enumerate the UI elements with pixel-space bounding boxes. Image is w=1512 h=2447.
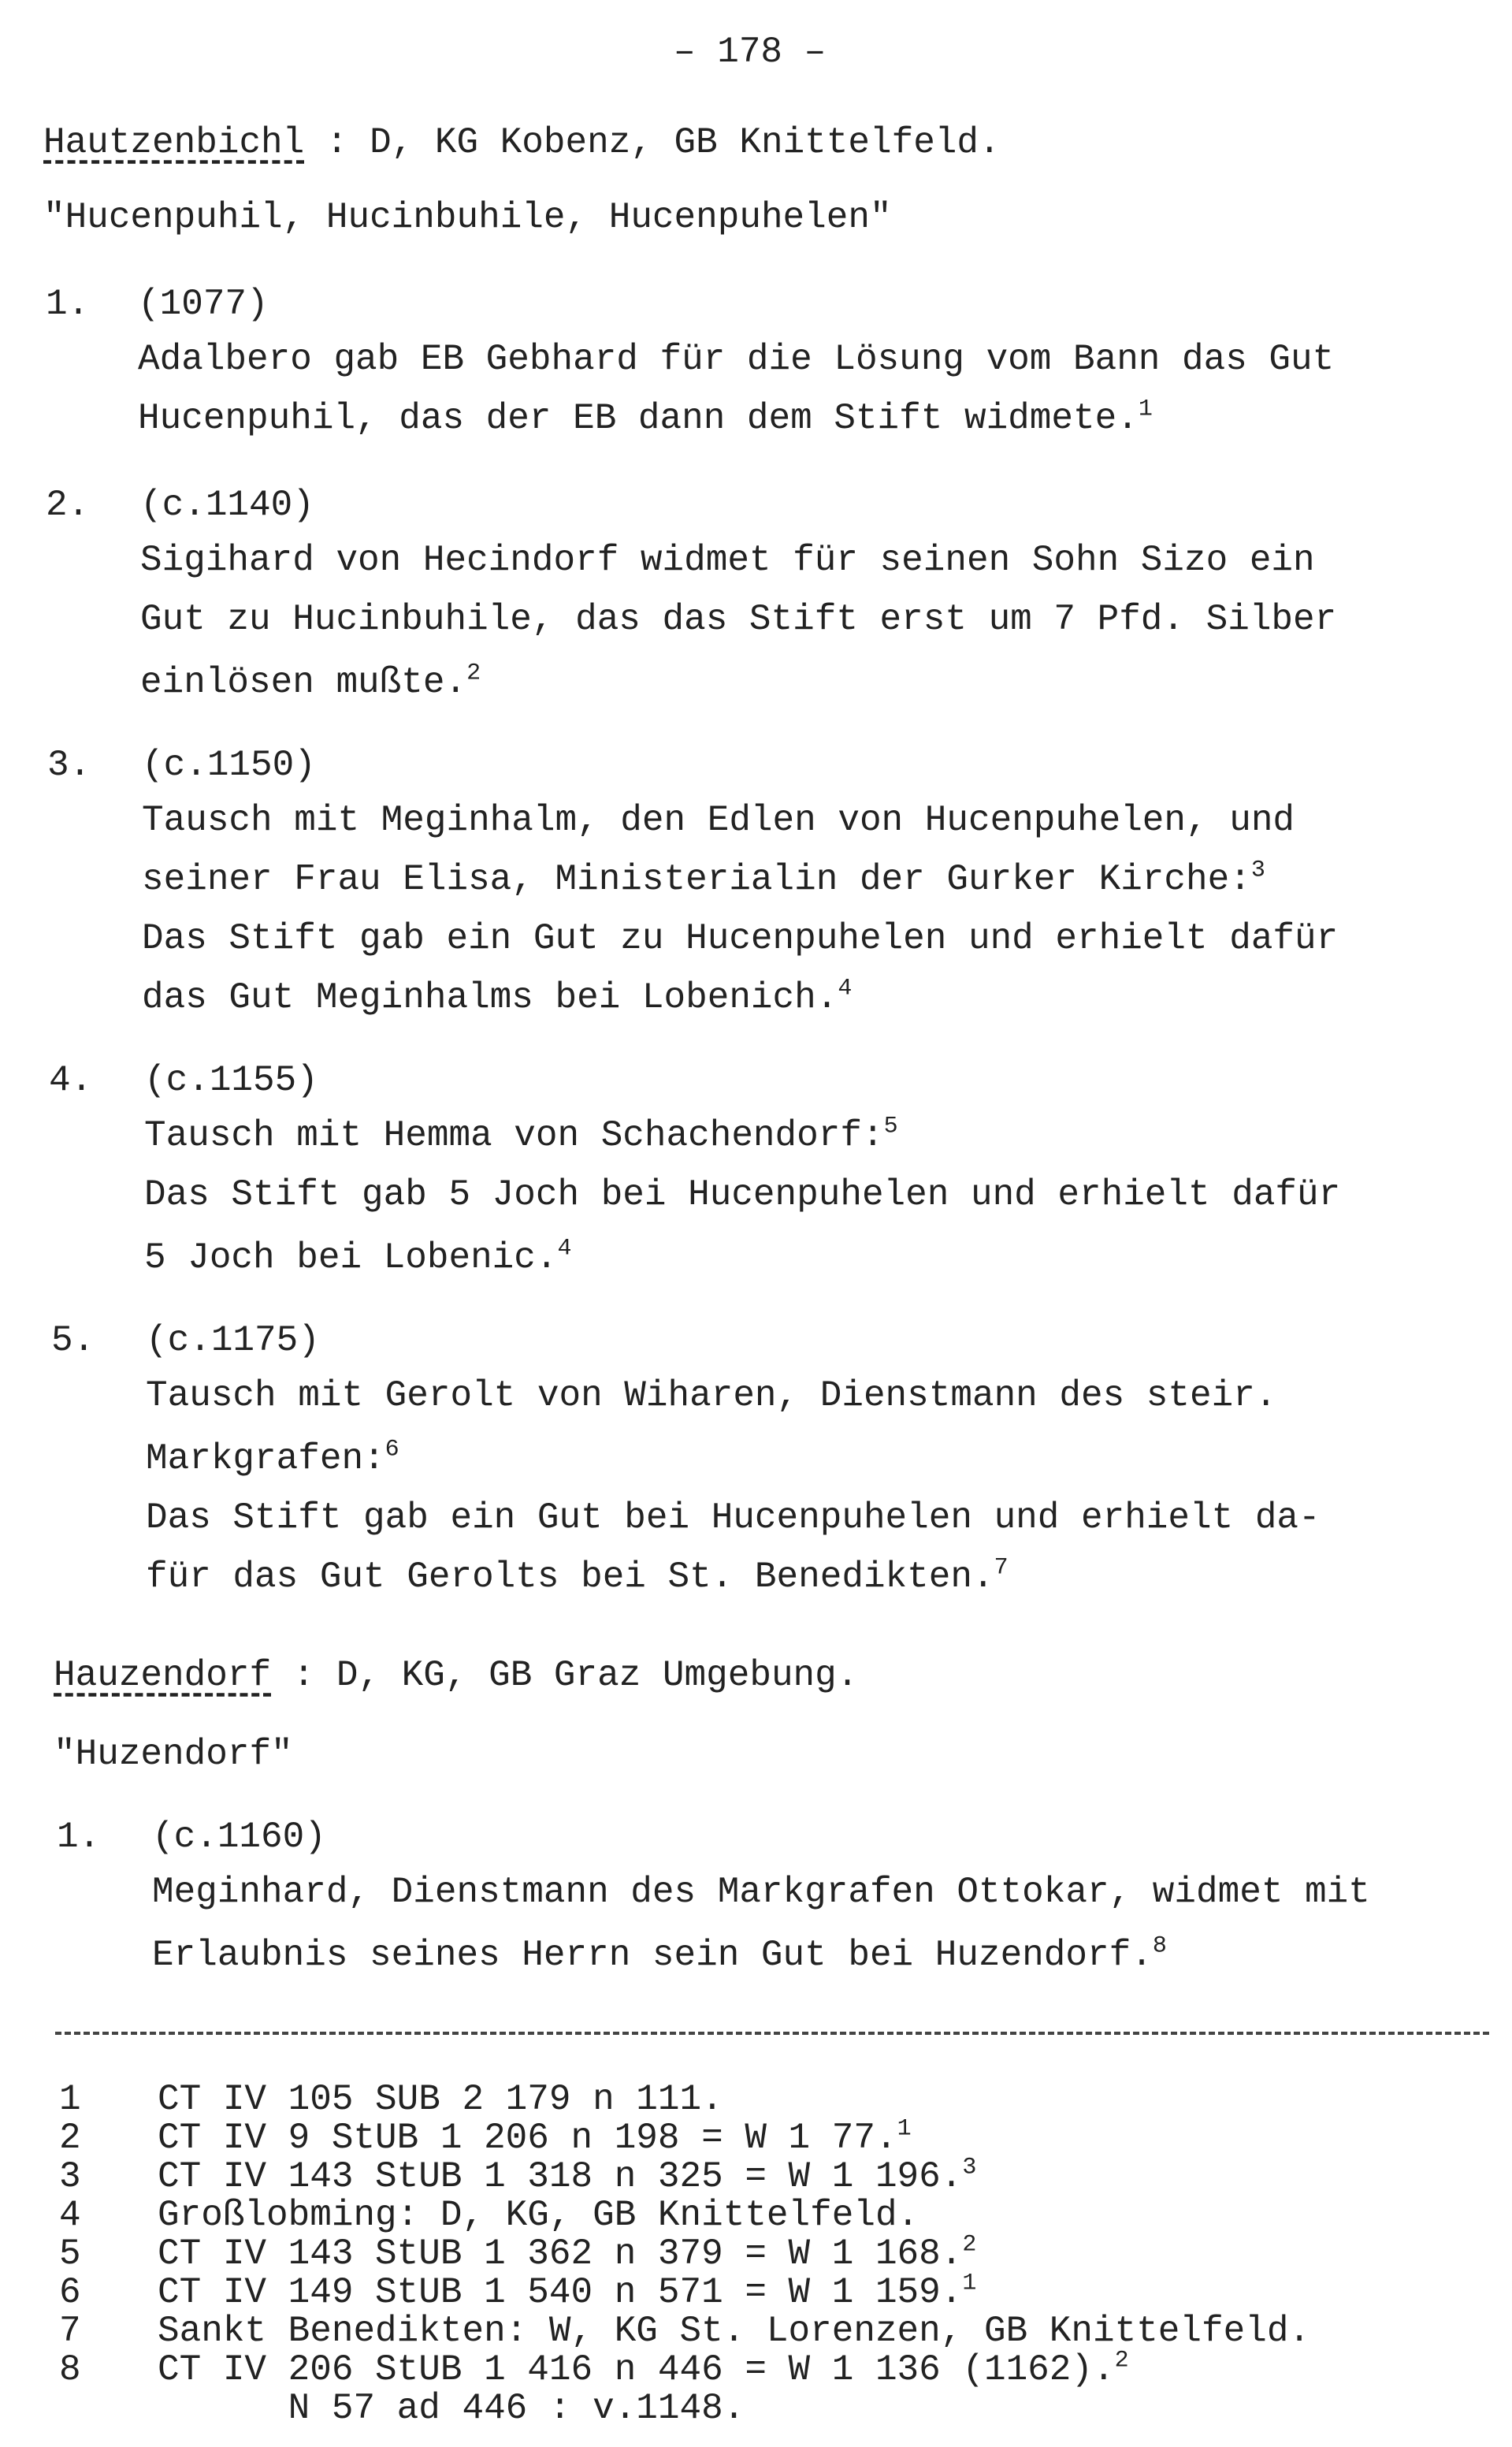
footnote-marker: 5 <box>883 1113 898 1140</box>
footnote-text: CT IV 9 StUB 1 206 n 198 = W 1 77.$^1$ <box>158 2115 912 2159</box>
footnote-text: CT IV 206 StUB 1 416 n 446 = W 1 136 (1162).$^2$ <box>158 2347 1129 2390</box>
place-desc: : D, KG, GB Graz Umgebung. <box>271 1655 859 1696</box>
item-line: Tausch mit Gerolt von Wiharen, Dienstmann des steir. <box>146 1375 1277 1416</box>
item-line: Hucenpuhil, das der EB dann dem Stift widmete.$^1$ <box>138 396 1153 439</box>
place-name: Hautzenbichl <box>43 122 305 163</box>
footnote-marker: 1 <box>1138 396 1153 423</box>
footnote-text: Großlobming: D, KG, GB Knittelfeld. <box>158 2195 919 2236</box>
footnote-ref: 2 <box>962 2231 977 2259</box>
item-line: Adalbero gab EB Gebhard für die Lösung vom Bann das Gut <box>138 339 1335 380</box>
item-date: (c.1140) <box>140 485 314 526</box>
item-line: Das Stift gab ein Gut zu Hucenpuhelen und erhielt dafür <box>142 918 1339 959</box>
item-number: 3. <box>47 745 91 786</box>
item-line: Markgrafen:$^6$ <box>146 1436 399 1479</box>
item-line: Das Stift gab ein Gut bei Hucenpuhelen und erhielt da- <box>146 1497 1321 1538</box>
place-name: Hauzendorf <box>54 1655 272 1696</box>
item-line: Sigihard von Hecindorf widmet für seinen Sohn Sizo ein <box>140 540 1315 581</box>
item-line: das Gut Meginhalms bei Lobenich.$^4$ <box>142 975 853 1018</box>
item-number: 1. <box>57 1817 101 1858</box>
item-date: (1077) <box>138 284 269 325</box>
footnote-ref: 2 <box>1114 2347 1129 2374</box>
footnote-number: 7 <box>59 2311 81 2352</box>
item-number: 1. <box>46 284 90 325</box>
footnote-marker: 4 <box>557 1235 572 1263</box>
footnote-text: Sankt Benedikten: W, KG St. Lorenzen, GB Knittelfeld. <box>158 2311 1311 2352</box>
footnote-marker: 6 <box>385 1436 399 1463</box>
footnote-text: CT IV 143 StUB 1 362 n 379 = W 1 168.$^2$ <box>158 2231 977 2274</box>
footnote-ref: 1 <box>962 2270 977 2297</box>
footnote-marker: 8 <box>1152 1932 1167 1960</box>
item-line: seiner Frau Elisa, Ministerialin der Gurker Kirche:$^3$ <box>142 857 1265 900</box>
entry-heading <box>43 122 1001 163</box>
footnote-separator <box>55 2032 1489 2035</box>
item-line: Gut zu Hucinbuhile, das das Stift erst um 7 Pfd. Silber <box>140 599 1337 640</box>
footnote-number: 3 <box>59 2156 81 2197</box>
item-date: (c.1155) <box>144 1060 318 1101</box>
item-line: 5 Joch bei Lobenic.$^4$ <box>144 1235 572 1278</box>
entry-heading <box>54 1655 858 1696</box>
item-line: Tausch mit Meginhalm, den Edlen von Hucenpuhelen, und <box>142 800 1295 841</box>
historic-forms: "Huzendorf" <box>54 1734 293 1775</box>
item-number: 5. <box>51 1320 95 1361</box>
item-line: für das Gut Gerolts bei St. Benedikten.$^7$ <box>146 1554 1009 1597</box>
item-date: (c.1150) <box>142 745 316 786</box>
footnote-number: 1 <box>59 2079 81 2120</box>
item-line: Meginhard, Dienstmann des Markgrafen Ottokar, widmet mit <box>152 1872 1370 1913</box>
item-line: Erlaubnis seines Herrn sein Gut bei Huzendorf.$^8$ <box>152 1932 1167 1976</box>
page-number: – 178 – <box>674 32 827 73</box>
footnote-number: 5 <box>59 2233 81 2274</box>
item-number: 2. <box>46 485 90 526</box>
item-date: (c.1160) <box>152 1817 326 1858</box>
footnote-number: 6 <box>59 2272 81 2313</box>
item-line: Das Stift gab 5 Joch bei Hucenpuhelen und erhielt dafür <box>144 1174 1341 1215</box>
item-number: 4. <box>49 1060 93 1101</box>
footnote-marker: 4 <box>838 975 853 1002</box>
footnote-marker: 2 <box>466 660 481 687</box>
footnote-number: 4 <box>59 2195 81 2236</box>
footnote-text: N 57 ad 446 : v.1148. <box>158 2388 745 2429</box>
item-date: (c.1175) <box>146 1320 320 1361</box>
footnote-ref: 1 <box>897 2115 912 2143</box>
footnote-marker: 7 <box>994 1554 1009 1582</box>
footnote-text: CT IV 105 SUB 2 179 n 111. <box>158 2079 723 2120</box>
item-line: einlösen mußte.$^2$ <box>140 660 481 703</box>
place-desc: : D, KG Kobenz, GB Knittelfeld. <box>304 122 1001 163</box>
footnote-text: CT IV 149 StUB 1 540 n 571 = W 1 159.$^1$ <box>158 2270 977 2313</box>
footnotes <box>59 2081 1477 2443</box>
historic-forms: "Hucenpuhil, Hucinbuhile, Hucenpuhelen" <box>43 197 892 238</box>
item-line: Tausch mit Hemma von Schachendorf:$^5$ <box>144 1113 898 1156</box>
footnote-ref: 3 <box>962 2154 977 2181</box>
footnote-number: 2 <box>59 2118 81 2159</box>
footnote-marker: 3 <box>1250 857 1265 884</box>
footnote-text: CT IV 143 StUB 1 318 n 325 = W 1 196.$^3$ <box>158 2154 977 2197</box>
footnote-number: 8 <box>59 2349 81 2390</box>
